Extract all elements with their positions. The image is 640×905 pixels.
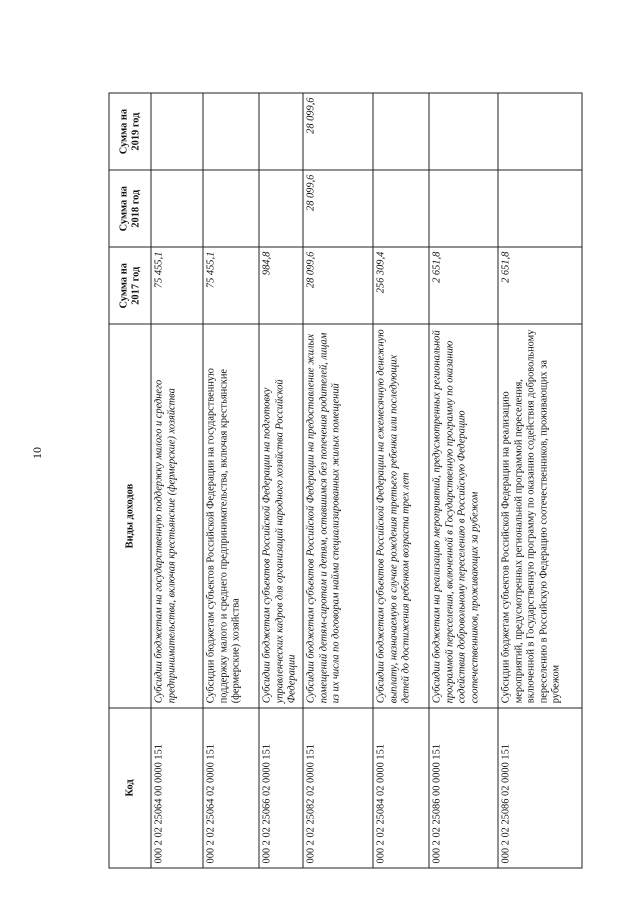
table-body [151, 93, 582, 868]
header-code: Код [109, 707, 151, 867]
cell-kind: Субсидии бюджетам субъектов Российской Федерации на реализацию мероприятий, предусмотренных региональной программой переселения, включенной в Государственную программу по оказанию содействия добровольному переселению в Российскую Федерацию соотечественников, проживающих за рубежом [498, 324, 582, 707]
rotated-table-container [109, 92, 562, 868]
table-row [373, 93, 429, 868]
cell-sum-2018 [151, 170, 203, 247]
cell-code: 000 2 02 25064 00 0000 151 [151, 707, 203, 867]
cell-sum-2017: 75 455,1 [203, 247, 259, 324]
cell-sum-2017: 2 651,8 [498, 247, 582, 324]
cell-sum-2018 [259, 170, 303, 247]
table-row [429, 93, 498, 868]
cell-sum-2017: 28 099,6 [303, 247, 373, 324]
header-kind: Виды доходов [109, 324, 151, 707]
cell-kind: Субсидии бюджетам субъектов Российской Федерации на предоставление жилых помещений детям-сиротам и детям, оставшимся без попечения родителей, лицам из их числа по договорам найма специализированных жилых помещений [303, 324, 373, 707]
cell-code: 000 2 02 25086 02 0000 151 [498, 707, 582, 867]
cell-code: 000 2 02 25086 00 0000 151 [429, 707, 498, 867]
page-number: 10 [30, 447, 44, 459]
table-row [259, 93, 303, 868]
table-header-row [109, 93, 151, 868]
cell-sum-2017: 75 455,1 [151, 247, 203, 324]
cell-sum-2018: 28 099,6 [303, 170, 373, 247]
table-row [498, 93, 582, 868]
cell-code: 000 2 02 25066 02 0000 151 [259, 707, 303, 867]
income-table [109, 92, 583, 868]
header-sum-2017: Сумма на 2017 год [109, 247, 151, 324]
cell-code: 000 2 02 25084 02 0000 151 [373, 707, 429, 867]
cell-sum-2017: 2 651,8 [429, 247, 498, 324]
table-row [303, 93, 373, 868]
cell-sum-2018 [373, 170, 429, 247]
header-sum-2018: Сумма на 2018 год [109, 170, 151, 247]
cell-sum-2018 [203, 170, 259, 247]
cell-kind: Субсидии бюджетам на реализацию мероприятий, предусмотренных региональной программой переселения, включенной в Государственную программу по оказанию содействия добровольному переселению в Российскую Федерацию соотечественников, проживающих за рубежом [429, 324, 498, 707]
cell-kind: Субсидии бюджетам на государственную поддержку малого и среднего предпринимательства, включая крестьянские (фермерские) хозяйства [151, 324, 203, 707]
cell-code: 000 2 02 25082 02 0000 151 [303, 707, 373, 867]
cell-sum-2017: 984,8 [259, 247, 303, 324]
cell-sum-2018 [498, 170, 582, 247]
cell-sum-2018 [429, 170, 498, 247]
cell-sum-2019: 28 099,6 [303, 93, 373, 170]
cell-sum-2019 [429, 93, 498, 170]
header-sum-2019: Сумма на 2019 год [109, 93, 151, 170]
table-row [151, 93, 203, 868]
cell-sum-2019 [498, 93, 582, 170]
cell-sum-2017: 256 309,4 [373, 247, 429, 324]
cell-kind: Субсидии бюджетам субъектов Российской Федерации на ежемесячную денежную выплату, назначаемую в случае рождения третьего ребенка или последующих детей до достижения ребенком возраста трех лет [373, 324, 429, 707]
cell-kind: Субсидии бюджетам субъектов Российской Федерации на государственную поддержку малого и среднего предпринимательства, включая крестьянские (фермерские) хозяйства [203, 324, 259, 707]
cell-code: 000 2 02 25064 02 0000 151 [203, 707, 259, 867]
cell-kind: Субсидии бюджетам субъектов Российской Федерации на подготовку управленческих кадров для организаций народного хозяйства Российской Федерации [259, 324, 303, 707]
cell-sum-2019 [151, 93, 203, 170]
cell-sum-2019 [203, 93, 259, 170]
cell-sum-2019 [259, 93, 303, 170]
cell-sum-2019 [373, 93, 429, 170]
table-row [203, 93, 259, 868]
